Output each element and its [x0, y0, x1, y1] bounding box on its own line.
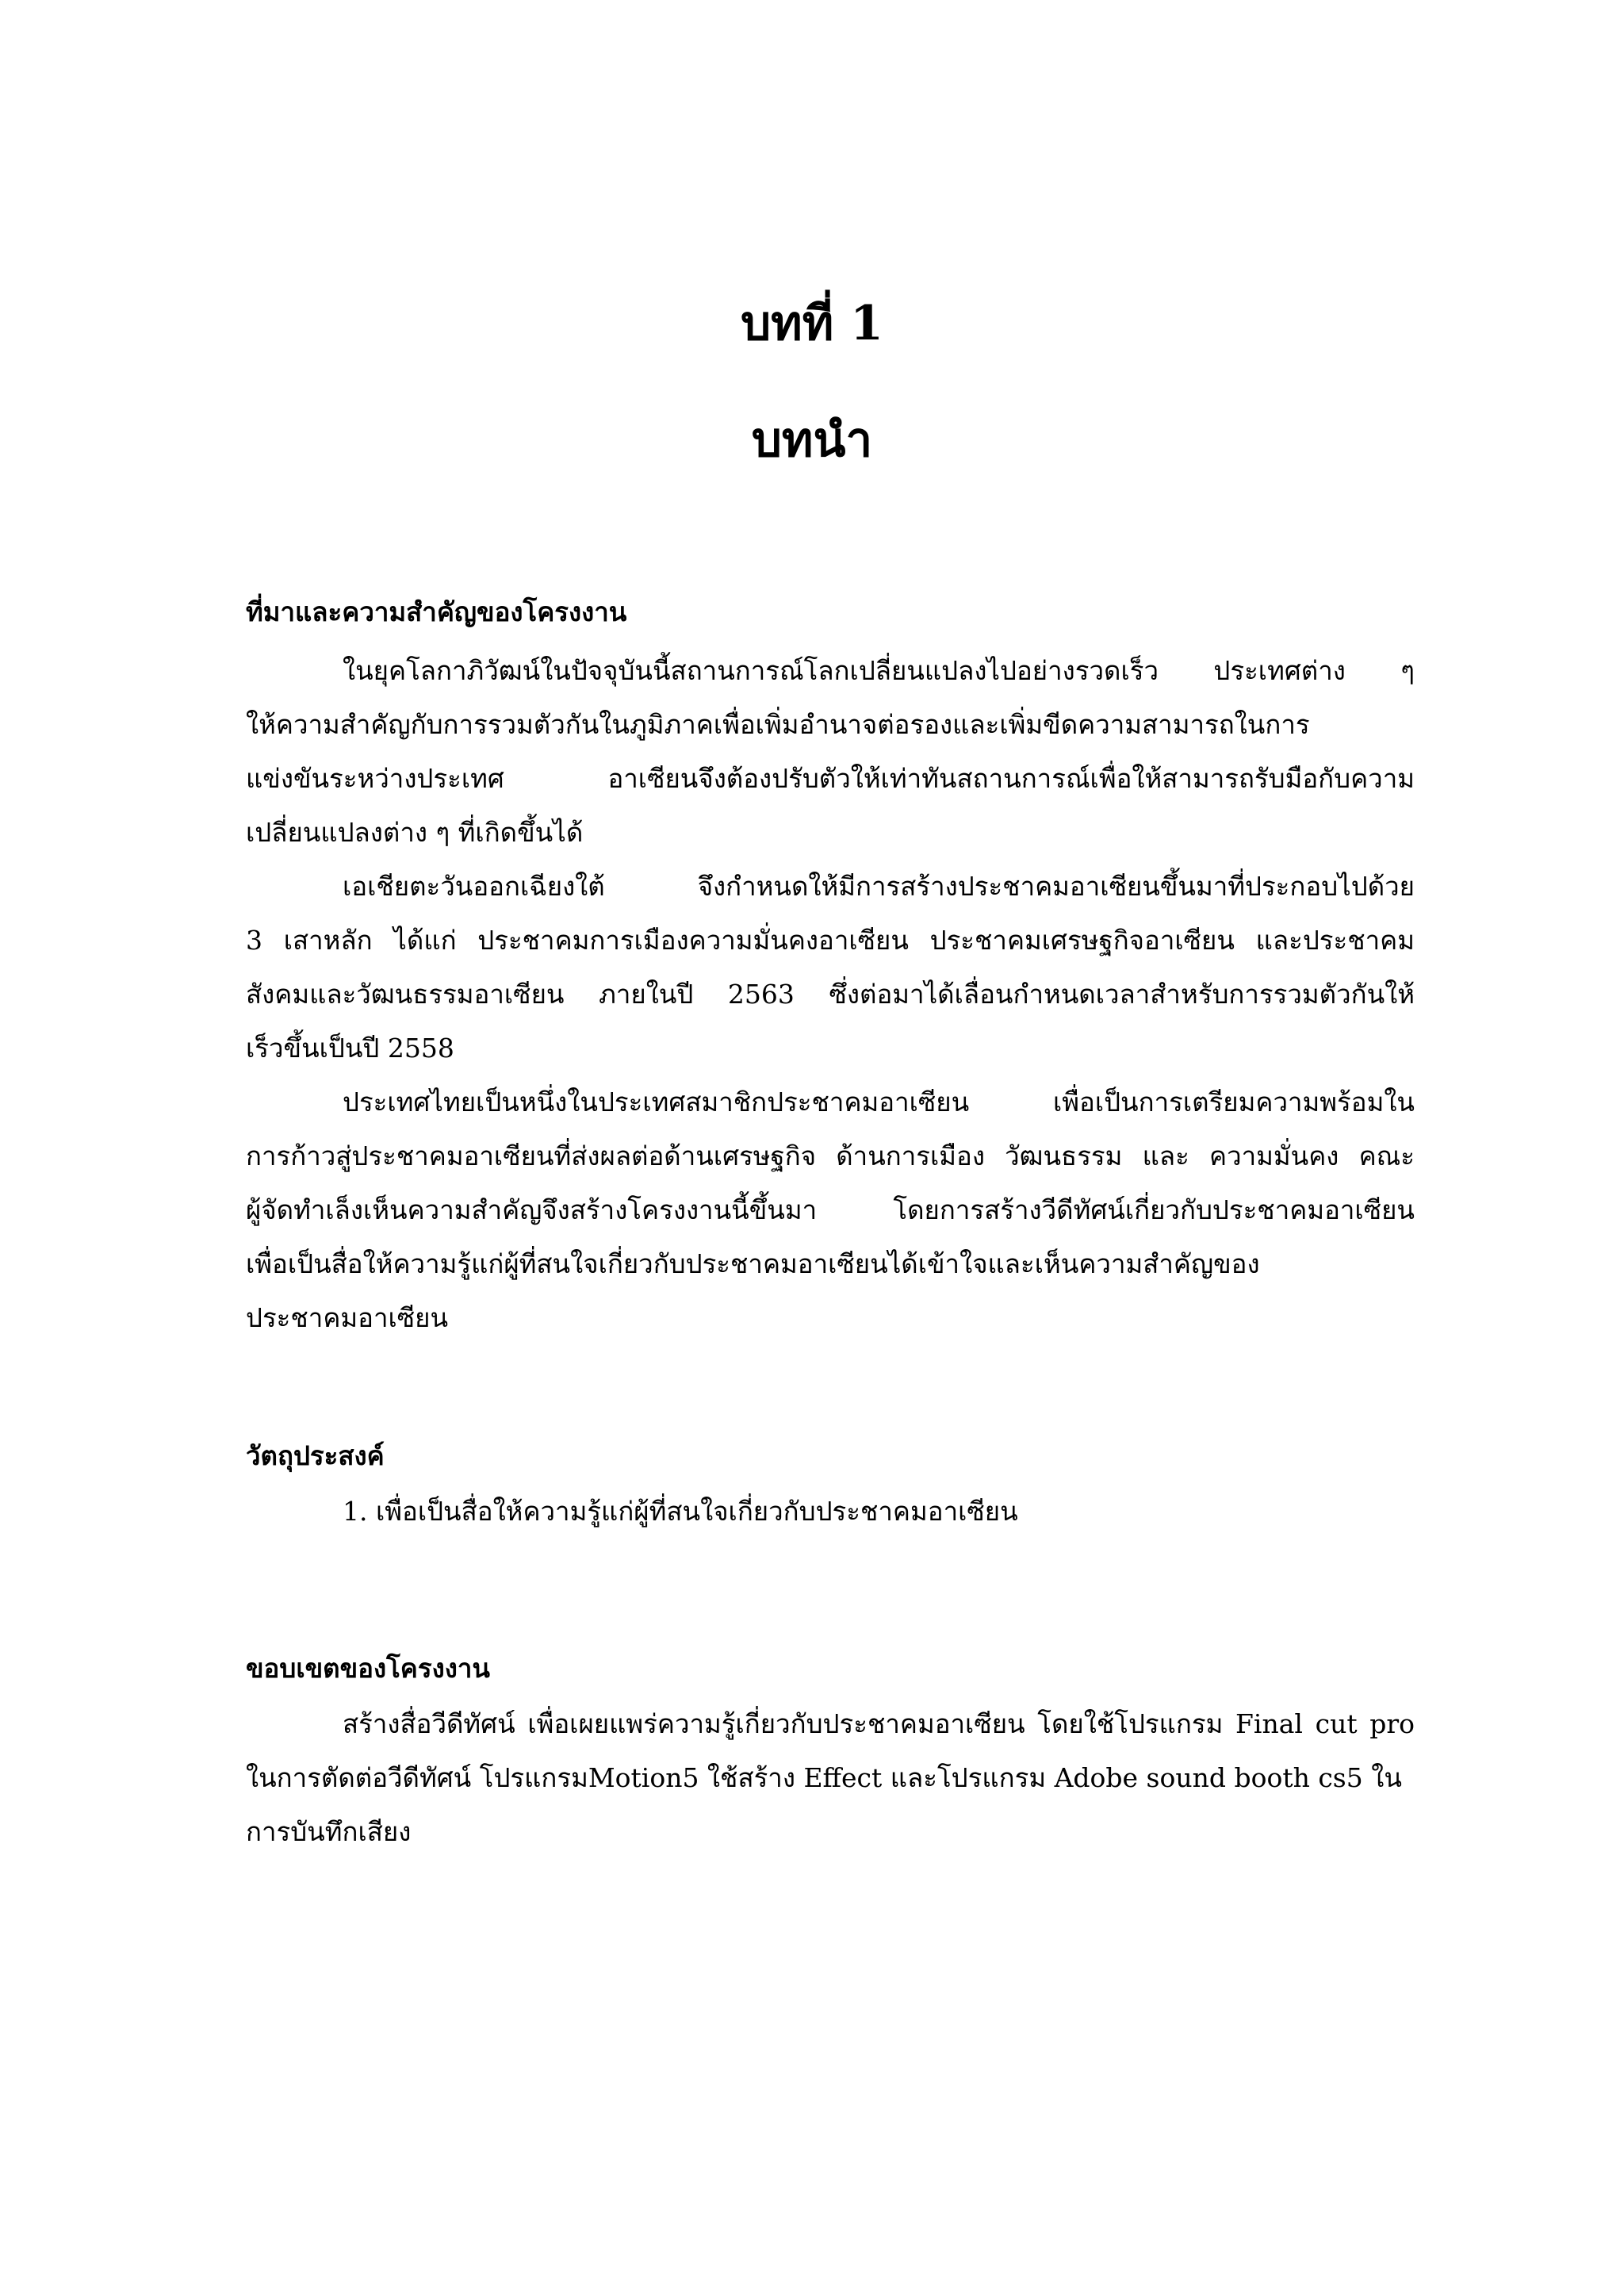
paragraph-line: สร้างสื่อวีดีทัศน์ เพื่อเผยแพร่ความรู้เกี่ยวกับประชาคมอาเซียน โดยใช้โปรแกรม Final cut pro [343, 1708, 1415, 1739]
background-heading: ที่มาและความสำคัญของโครงงาน [246, 596, 627, 627]
paragraph-line: แข่งขันระหว่างประเทศ อาเซียนจึงต้องปรับตัวให้เท่าทันสถานการณ์เพื่อให้สามารถรับมือกับความ [246, 763, 1415, 794]
paragraph-line: ประเทศไทยเป็นหนึ่งในประเทศสมาชิกประชาคมอาเซียน เพื่อเป็นการเตรียมความพร้อมใน [343, 1087, 1415, 1117]
paragraph-line: ผู้จัดทำเล็งเห็นความสำคัญจึงสร้างโครงงานนี้ขึ้นมา โดยการสร้างวีดีทัศน์เกี่ยวกับประชาคมอาเซียน [246, 1194, 1415, 1225]
paragraph-line: ให้ความสำคัญกับการรวมตัวกันในภูมิภาคเพื่อเพิ่มอำนาจต่อรองและเพิ่มขีดความสามารถในการ [246, 709, 1310, 740]
scope-heading: ขอบเขตของโครงงาน [246, 1653, 490, 1684]
chapter-number: บทที่ 1 [741, 296, 883, 351]
paragraph-line: เอเชียตะวันออกเฉียงใต้ จึงกำหนดให้มีการสร้างประชาคมอาเซียนขึ้นมาที่ประกอบไปด้วย [343, 871, 1415, 902]
paragraph-line: ในยุคโลกาภิวัฒน์ในปัจจุบันนี้สถานการณ์โลกเปลี่ยนแปลงไปอย่างรวดเร็ว ประเทศต่าง ๆ [343, 655, 1415, 686]
paragraph-line: การก้าวสู่ประชาคมอาเซียนที่ส่งผลต่อด้านเศรษฐกิจ ด้านการเมือง วัฒนธรรม และ ความมั่นคง คณะ [246, 1140, 1415, 1171]
paragraph-line: การบันทึกเสียง [246, 1816, 412, 1847]
paragraph-line: เร็วขึ้นเป็นปี 2558 [246, 1033, 454, 1064]
paragraph-line: เปลี่ยนแปลงต่าง ๆ ที่เกิดขึ้นได้ [246, 817, 584, 848]
paragraph-line: เพื่อเป็นสื่อให้ความรู้แก่ผู้ที่สนใจเกี่ยวกับประชาคมอาเซียนได้เข้าใจและเห็นความสำคัญของ [246, 1248, 1260, 1279]
objective-item: 1. เพื่อเป็นสื่อให้ความรู้แก่ผู้ที่สนใจเกี่ยวกับประชาคมอาเซียน [343, 1496, 1018, 1527]
paragraph-line: ในการตัดต่อวีดีทัศน์ โปรแกรมMotion5 ใช้สร้าง Effect และโปรแกรม Adobe sound booth cs5 ใน [246, 1762, 1402, 1793]
chapter-title: บทนำ [751, 412, 873, 468]
paragraph-line: ประชาคมอาเซียน [246, 1302, 449, 1333]
objectives-heading: วัตถุประสงค์ [246, 1440, 385, 1471]
paragraph-line: สังคมและวัฒนธรรมอาเซียน ภายในปี 2563 ซึ่งต่อมาได้เลื่อนกำหนดเวลาสำหรับการรวมตัวกันให้ [246, 979, 1415, 1010]
paragraph-line: 3 เสาหลัก ได้แก่ ประชาคมการเมืองความมั่นคงอาเซียน ประชาคมเศรษฐกิจอาเซียน และประชาคม [246, 925, 1415, 956]
